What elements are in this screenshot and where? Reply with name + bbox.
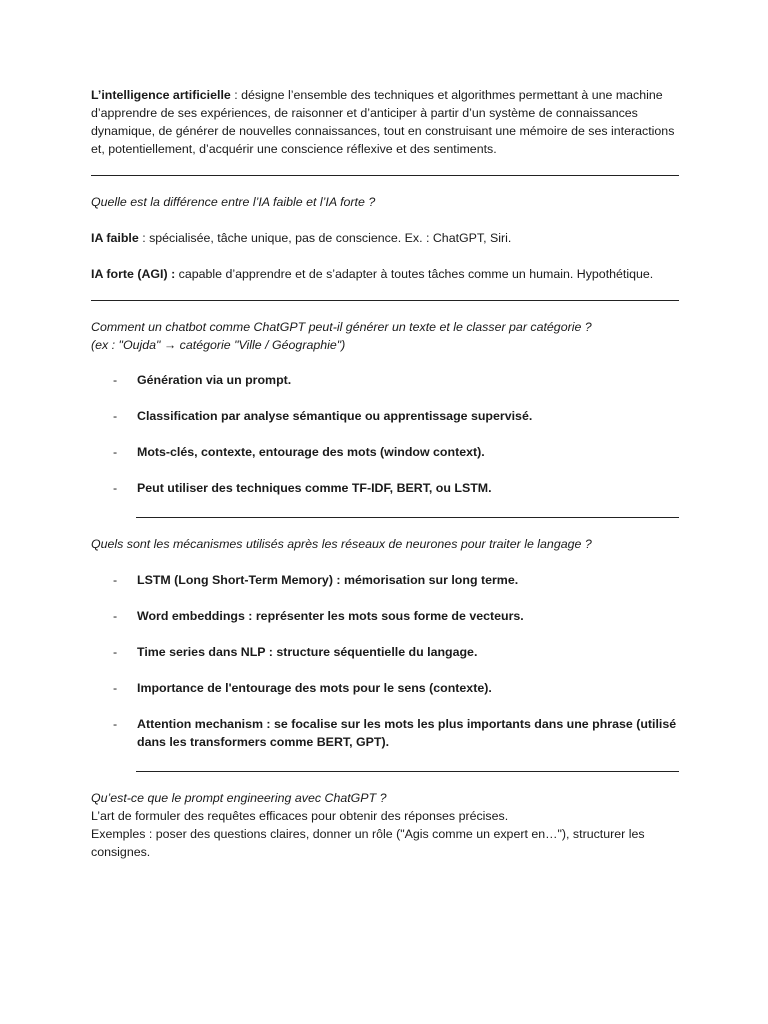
list-item: - LSTM (Long Short-Term Memory) : mémorisation sur long terme. bbox=[113, 573, 519, 587]
weak-ai-label: IA faible bbox=[91, 231, 139, 245]
dash-bullet: - bbox=[113, 573, 118, 587]
document-page bbox=[91, 86, 679, 861]
weak-ai-text: : spécialisée, tâche unique, pas de conscience. Ex. : ChatGPT, Siri. bbox=[138, 231, 512, 245]
dash-bullet: - bbox=[113, 409, 118, 423]
definition-term: L’intelligence artificielle bbox=[91, 88, 231, 102]
strong-ai-label: IA forte (AGI) : bbox=[91, 267, 176, 281]
prompt-engineering-examples: Exemples : poser des questions claires, donner un rôle ("Agis comme un expert en…"), structurer les consignes. bbox=[91, 827, 645, 859]
list-item: - Time series dans NLP : structure séquentielle du langage. bbox=[113, 645, 478, 659]
dash-bullet: - bbox=[113, 645, 118, 659]
list-item: - Mots-clés, contexte, entourage des mots (window context). bbox=[113, 445, 485, 459]
dash-bullet: - bbox=[113, 609, 118, 623]
definition-text: désigne l’ensemble des techniques et algorithmes permettant à une machine d’apprendre de ses expériences, de raisonner et d’anticiper à partir d’un système de connaissances dynamique, de générer de nouvelles connaissances, tout en construisant une mémoire de ses interactions et, potentiellement, d’acquérir une conscience réflexive et des sentiments. bbox=[91, 88, 675, 156]
prompt-engineering-definition: L’art de formuler des requêtes efficaces pour obtenir des réponses précises. bbox=[91, 809, 509, 823]
weak-ai-paragraph bbox=[91, 229, 679, 247]
dash-bullet: - bbox=[113, 373, 118, 387]
strong-ai-paragraph bbox=[91, 265, 679, 283]
dash-bullet: - bbox=[113, 481, 118, 495]
mechanism-list bbox=[91, 571, 679, 751]
definition-separator: : bbox=[230, 88, 242, 102]
list-item: - Classification par analyse sémantique ou apprentissage supervisé. bbox=[113, 409, 533, 423]
list-item: - Importance de l'entourage des mots pour le sens (contexte). bbox=[113, 681, 492, 695]
list-item: - Word embeddings : représenter les mots sous forme de vecteurs. bbox=[113, 609, 524, 623]
list-item: - Attention mechanism : se focalise sur les mots les plus importants dans une phrase (utilisé dans les transformers comme BERT, GPT). bbox=[113, 717, 677, 749]
question-weak-vs-strong-ai: Quelle est la différence entre l’IA faible et l’IA forte ? bbox=[91, 195, 376, 209]
dash-bullet: - bbox=[113, 717, 118, 731]
question-chatbot-example: (ex : "Oujda" → catégorie "Ville / Géographie") bbox=[91, 338, 346, 352]
list-item: - Peut utiliser des techniques comme TF-IDF, BERT, ou LSTM. bbox=[113, 481, 492, 495]
list-item: - Génération via un prompt. bbox=[113, 373, 292, 387]
dash-bullet: - bbox=[113, 445, 118, 459]
dash-bullet: - bbox=[113, 681, 118, 695]
definition-paragraph bbox=[91, 86, 679, 158]
question-chatbot-classification: Comment un chatbot comme ChatGPT peut-il générer un texte et le classer par catégorie ? bbox=[91, 320, 592, 334]
question-prompt-engineering: Qu’est-ce que le prompt engineering avec ChatGPT ? bbox=[91, 791, 387, 805]
strong-ai-text: capable d’apprendre et de s’adapter à toutes tâches comme un humain. Hypothétique. bbox=[175, 267, 654, 281]
question-language-mechanisms: Quels sont les mécanismes utilisés après les réseaux de neurones pour traiter le langage ? bbox=[91, 537, 592, 551]
chatbot-method-list bbox=[91, 371, 679, 497]
